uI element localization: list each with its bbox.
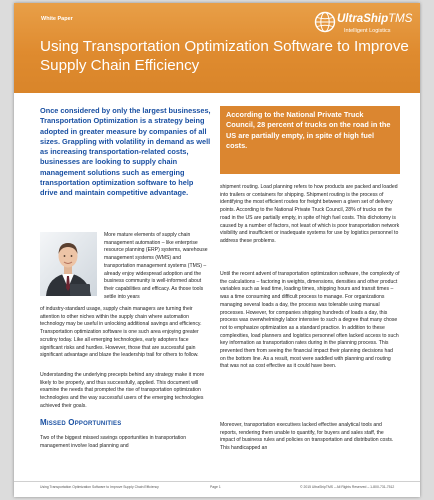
right-paragraph-2: Until the recent advent of transportation optimization software, the complexity of the calculations – factoring in weights, dimensions, densities and other product variables such as lead time, loading times, shipping hours and transit times – was a time consuming and difficult process to manage. For organizations managing several loads a day, the process was tolerable using manual processes. However, for companies shipping hundreds of loads a day, this process was overwhelmingly labor intensive to such a degree that many chose not to emphasize optimization as a standard practice. In addition to these complexities, load planners and logistics personnel often lacked access to such key information as transportation rates during in the planning process. This prevented them from seeing the financial impact their planning decisions had on the bottom line. As a result, most were saddled with planning and routing that was not as cost effective as it could have been. (220, 271, 400, 370)
footer-copyright: © 2015 UltraShipTMS – All Rights Reserved – 1-800-731-7512 (300, 485, 395, 489)
document-title: Using Transportation Optimization Software to Improve Supply Chain Efficiency (40, 38, 409, 74)
body-paragraph-1-continued: of industry-standard usage, supply chain managers are turning their attention to other niches within the supply chain where automation technology may be useful in unlocking additional savings and efficiency. Transportation optimization software is one such area enjoying greater scrutiny today. Like all emerging technologies, early adopters face significant risks and hurdles. However, those that are successful gain significant advantage and blaze the leadership trail for others to follow. (40, 306, 202, 359)
brand-suffix: TMS (388, 13, 413, 25)
brand-tagline: Intelligent Logistics (344, 28, 391, 34)
intro-paragraph: Once considered by only the largest businesses, Transportation Optimization is a strategy being adopted in greater measure by companies of all sizes. Grappling with volatility in demand as well as increasing transportation-related costs, businesses are looking to supply chain management solutions such as emerging transportation optimization software to help drive and maintain competitive advantage. (40, 106, 211, 198)
body-paragraph-3: Two of the biggest missed savings opportunities in transportation management involve load planning and (40, 435, 187, 449)
globe-logo-icon (314, 11, 336, 33)
right-paragraph-3: Moreover, transportation executives lacked effective analytical tools and reports, rendering them unable to quantify, for buyers and sales staff, the impact of business rules and policies on transportation and distribution costs. This handicapped an (220, 422, 394, 452)
header-banner (14, 3, 420, 93)
brand-logo (337, 13, 412, 25)
document-type-label: White Paper (41, 16, 73, 22)
section-heading-missed-opportunities: Missed Opportunities (40, 418, 122, 427)
page-footer (14, 481, 420, 496)
statistic-callout: According to the National Private Truck Council, 28 percent of trucks on the road in the US are partially empty, in spite of high fuel costs. (220, 106, 400, 174)
brand-name: UltraShip (337, 13, 389, 25)
right-paragraph-1: shipment routing. Load planning refers to how products are packed and loaded into trailers or containers for shipping. Shipment routing is the process of identifying the most efficient routes for freight between a given set of delivery points. According to the National Private Truck Council, 28% of trucks on the road in the US are partially empty, in spite of high fuel costs. This dichotomy is caused by a number of factors, not least of which is poor transportation network visibility and insufficient or inadequate systems for use by logistics personnel to address these problems. (220, 184, 400, 244)
body-paragraph-1-wrap: More mature elements of supply chain management automation – like enterprise resource planning (ERP) systems, warehouse management systems (WMS) and transportation management systems (TMS) – already enjoy widespread adoption and the business community is well-informed about their capabilities and efficacy. As those tools settle into years (104, 232, 208, 300)
footer-page-number: Page 1 (210, 485, 221, 489)
body-paragraph-2: Understanding the underlying precepts behind any strategy make it more likely to be properly, and thus successfully, applied. This document will examine the needs that prompted the rise of transportation optimization technologies and the way successful users of the emerging technologies achieved their goals. (40, 372, 205, 409)
footer-document-title: Using Transportation Optimization Software to Improve Supply Chain Efficiency (40, 485, 159, 489)
businessman-photo (40, 232, 97, 296)
document-page (14, 3, 420, 497)
